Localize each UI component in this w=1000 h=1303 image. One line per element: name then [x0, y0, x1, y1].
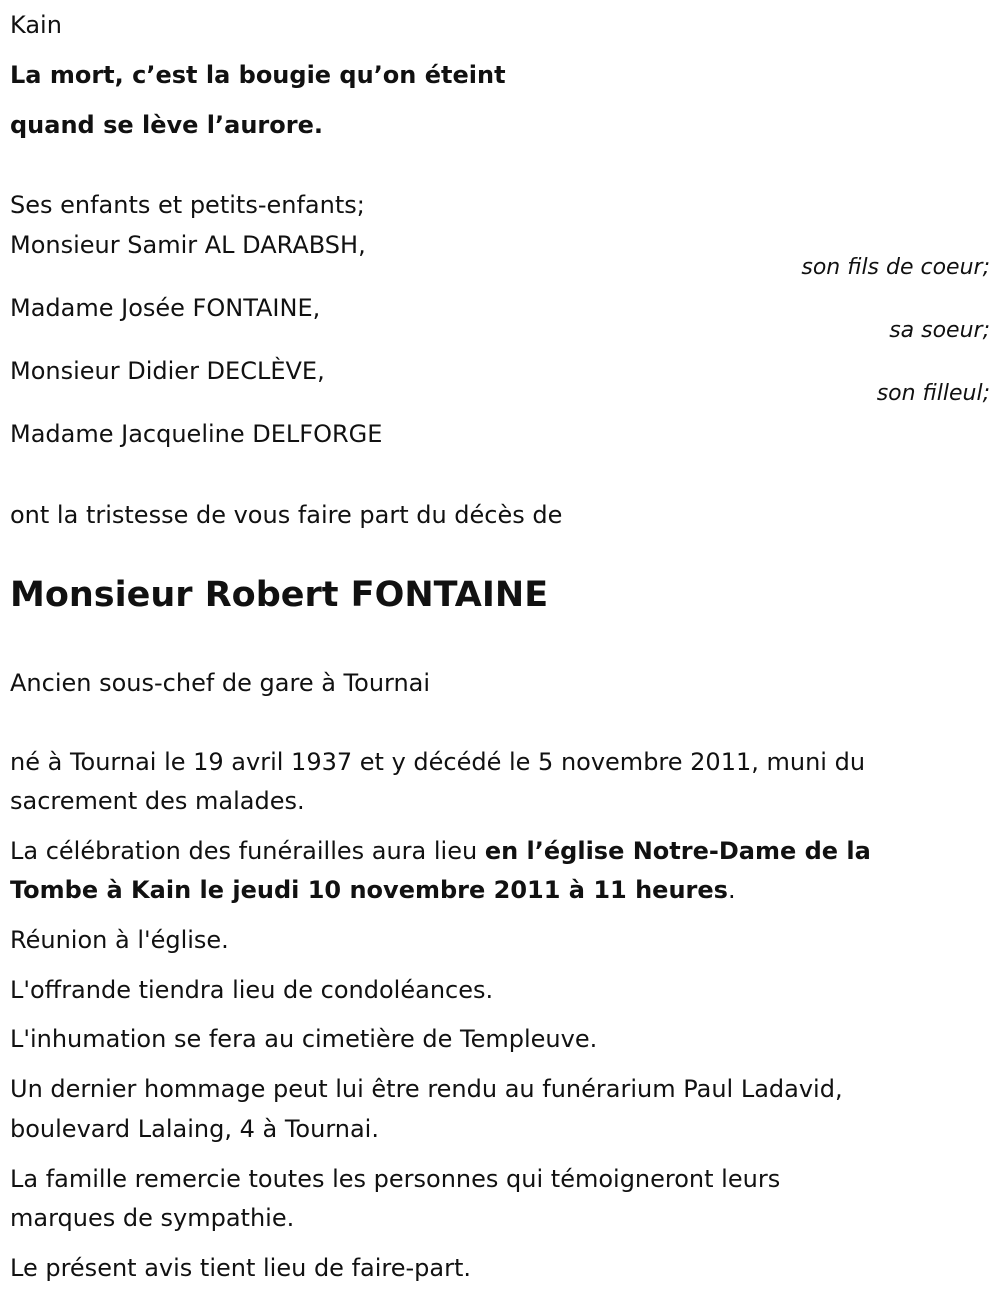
occupation: Ancien sous-chef de gare à Tournai [10, 669, 431, 697]
tribute-line: Un dernier hommage peut lui être rendu au funérarium Paul Ladavid, [10, 1075, 843, 1103]
closing: Le présent avis tient lieu de faire-part. [10, 1254, 472, 1282]
thanks-line: La famille remercie toutes les personnes qui témoigneront leurs [10, 1165, 781, 1193]
offering: L'offrande tiendra lieu de condoléances. [10, 976, 494, 1004]
ceremony-suffix: . [727, 876, 736, 904]
birth-death-line: né à Tournai le 19 avril 1937 et y décédé le 5 novembre 2011, muni du [10, 748, 866, 776]
birth-death-line: sacrement des malades. [10, 787, 305, 815]
location: Kain [10, 11, 62, 39]
burial: L'inhumation se fera au cimetière de Templeuve. [10, 1025, 598, 1053]
tribute-line: boulevard Lalaing, 4 à Tournai. [10, 1115, 379, 1143]
announcement: ont la tristesse de vous faire part du décès de [10, 501, 563, 529]
family-name: Madame Josée FONTAINE, [10, 294, 321, 322]
family-name: Monsieur Didier DECLÈVE, [10, 357, 325, 385]
ceremony-place: en l’église Notre-Dame de la [484, 837, 871, 865]
ceremony-line-1 [10, 834, 871, 868]
family-intro: Ses enfants et petits-enfants; [10, 191, 365, 219]
thanks-line: marques de sympathie. [10, 1204, 295, 1232]
ceremony-date: Tombe à Kain le jeudi 10 novembre 2011 à 11 heures [10, 876, 728, 904]
ceremony-line-2 [10, 873, 736, 907]
family-relation: sa soeur; [889, 318, 990, 343]
family-relation: son filleul; [876, 381, 990, 406]
quote-line-1: La mort, c’est la bougie qu’on éteint [10, 61, 506, 89]
family-relation: son fils de coeur; [801, 255, 990, 280]
quote-line-2: quand se lève l’aurore. [10, 111, 323, 139]
deceased-name: Monsieur Robert FONTAINE [10, 575, 549, 615]
ceremony-prefix: La célébration des funérailles aura lieu [10, 837, 485, 865]
family-name: Monsieur Samir AL DARABSH, [10, 231, 366, 259]
meeting: Réunion à l'église. [10, 926, 229, 954]
family-name: Madame Jacqueline DELFORGE [10, 420, 383, 448]
